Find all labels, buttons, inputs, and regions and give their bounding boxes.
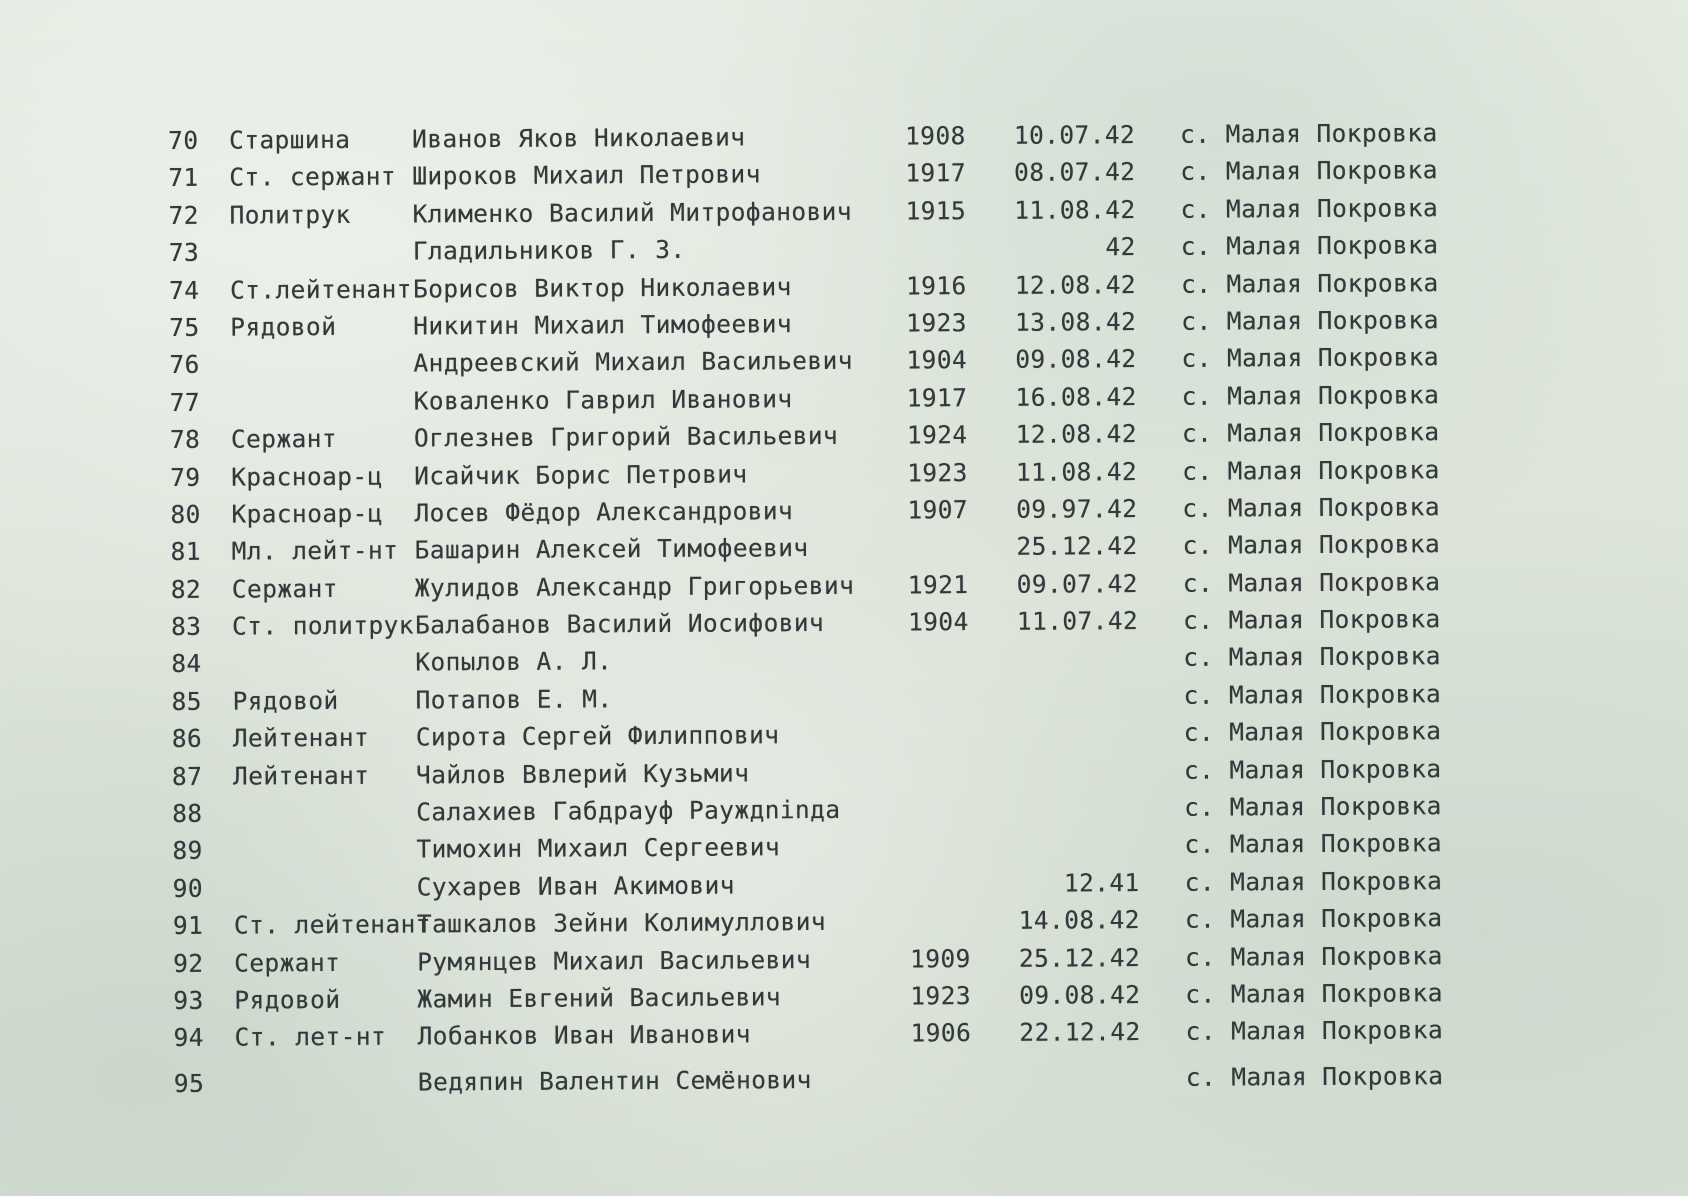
death-date: 11.07.42 bbox=[1016, 606, 1139, 636]
full-name: Румянцев Михаил Васильевич bbox=[417, 944, 812, 977]
death-date: 08.07.42 bbox=[1014, 157, 1136, 188]
burial-place: с. Малая Покровка bbox=[1181, 417, 1440, 448]
full-name: Жулидов Александр Григорьевич bbox=[414, 570, 855, 603]
rank: Ст. лет-нт bbox=[234, 1022, 387, 1052]
death-date: 09.97.42 bbox=[1016, 493, 1138, 524]
death-date bbox=[988, 682, 1138, 683]
birth-year: 1924 bbox=[906, 420, 968, 450]
burial-place: с. Малая Покровка bbox=[1183, 641, 1441, 673]
row-number: 92 bbox=[173, 948, 204, 978]
burial-place: с. Малая Покровка bbox=[1184, 828, 1443, 860]
rank bbox=[231, 387, 421, 388]
birth-year: 1917 bbox=[906, 382, 968, 413]
row-number: 72 bbox=[168, 200, 199, 230]
burial-place: с. Малая Покровка bbox=[1181, 379, 1440, 411]
burial-place: с. Малая Покровка bbox=[1183, 716, 1442, 748]
full-name: Башарин Алексей Тимофеевич bbox=[414, 533, 809, 565]
row-number: 93 bbox=[173, 985, 204, 1015]
death-date: 42 bbox=[1105, 232, 1136, 262]
burial-place: с. Малая Покровка bbox=[1180, 155, 1438, 187]
full-name: Салахиев Габдрауф Рауждninда bbox=[416, 794, 841, 827]
death-date: 10.07.42 bbox=[1013, 120, 1136, 150]
full-name: Исайчик Борис Петрович bbox=[414, 458, 748, 490]
row-number: 70 bbox=[168, 125, 199, 155]
death-date: 09.07.42 bbox=[1016, 568, 1138, 599]
full-name: Гладильников Г. З. bbox=[412, 234, 686, 266]
rank: Рядовой bbox=[230, 311, 337, 342]
row-number: 84 bbox=[171, 649, 202, 679]
full-name: Ташкалов Зейни Колимуллович bbox=[416, 907, 827, 939]
rank bbox=[233, 798, 423, 799]
rank: Старшина bbox=[229, 124, 351, 155]
row-number: 78 bbox=[169, 424, 201, 455]
row-number: 95 bbox=[173, 1069, 205, 1099]
row-number: 85 bbox=[171, 686, 202, 716]
rank: Сержант bbox=[230, 424, 338, 454]
row-number: 71 bbox=[168, 163, 199, 193]
full-name: Коваленко Гаврил Иванович bbox=[413, 383, 793, 416]
birth-year: 1921 bbox=[907, 569, 969, 600]
rank: Политрук bbox=[229, 199, 351, 230]
burial-place: с. Малая Покровка bbox=[1184, 903, 1443, 934]
burial-place: с. Малая Покровка bbox=[1181, 305, 1439, 336]
full-name: Иванов Яков Николаевич bbox=[412, 122, 746, 154]
full-name: Копылов А. Л. bbox=[415, 646, 613, 677]
rank: Рядовой bbox=[234, 984, 341, 1015]
full-name: Сирота Сергей Филиппович bbox=[415, 720, 780, 752]
row-number: 94 bbox=[173, 1023, 204, 1053]
death-date bbox=[991, 1064, 1141, 1065]
full-name: Андреевский Михаил Васильевич bbox=[413, 346, 853, 378]
death-date: 14.08.42 bbox=[1018, 905, 1140, 935]
birth-year: 1907 bbox=[907, 495, 969, 525]
full-name: Клименко Василий Митрофанович bbox=[412, 196, 853, 229]
rank: Мл. лейт-нт bbox=[231, 535, 399, 566]
death-date: 25.12.42 bbox=[1018, 942, 1141, 973]
death-date: 12.41 bbox=[1063, 867, 1140, 898]
full-name: Широков Михаил Петрович bbox=[412, 159, 761, 191]
death-date: 16.08.42 bbox=[1015, 381, 1137, 412]
row-number: 87 bbox=[171, 761, 203, 791]
full-name: Лосев Фёдор Александрович bbox=[414, 496, 794, 528]
row-number: 74 bbox=[168, 275, 200, 305]
burial-place: с. Малая Покровка bbox=[1183, 679, 1442, 710]
birth-year: 1923 bbox=[907, 457, 968, 487]
rank: Красноар-ц bbox=[231, 498, 384, 529]
full-name: Борисов Виктор Николаевич bbox=[412, 271, 792, 304]
row-number: 89 bbox=[172, 836, 203, 866]
birth-year: 1908 bbox=[905, 121, 966, 151]
row-number: 76 bbox=[169, 350, 200, 380]
birth-year: 1923 bbox=[910, 981, 972, 1011]
death-date bbox=[989, 794, 1139, 795]
death-date: 11.08.42 bbox=[1014, 194, 1136, 225]
full-name: Лобанков Иван Иванович bbox=[417, 1019, 751, 1051]
row-number: 88 bbox=[172, 798, 203, 828]
rank: Рядовой bbox=[232, 685, 339, 716]
birth-year: 1904 bbox=[906, 345, 968, 375]
full-name: Чайлов Ввлерий Кузьмич bbox=[415, 758, 750, 790]
death-date bbox=[989, 831, 1139, 832]
burial-place: с. Малая Покровка bbox=[1185, 940, 1443, 972]
full-name: Потапов Е. М. bbox=[415, 684, 613, 715]
birth-year: 1906 bbox=[910, 1018, 972, 1048]
burial-place: с. Малая Покровка bbox=[1182, 492, 1441, 523]
full-name: Сухарев Иван Акимович bbox=[416, 870, 735, 902]
death-date: 22.12.42 bbox=[1019, 1017, 1141, 1048]
row-number: 90 bbox=[172, 873, 204, 903]
birth-year: 1917 bbox=[905, 158, 967, 188]
birth-year: 1916 bbox=[905, 270, 967, 301]
burial-place: с. Малая Покровка bbox=[1180, 267, 1439, 299]
full-name: Жамин Евгений Васильевич bbox=[417, 982, 782, 1014]
death-date bbox=[988, 645, 1138, 646]
row-number: 81 bbox=[170, 537, 202, 567]
row-number: 86 bbox=[171, 724, 203, 754]
rank bbox=[235, 1069, 425, 1070]
burial-place: с. Малая Покровка bbox=[1182, 454, 1440, 486]
death-date bbox=[989, 719, 1139, 720]
rank bbox=[230, 350, 420, 351]
row-number: 82 bbox=[170, 574, 202, 604]
burial-place: с. Малая Покровка bbox=[1184, 866, 1443, 897]
rank bbox=[232, 649, 422, 650]
death-date: 25.12.42 bbox=[1016, 531, 1138, 562]
burial-place: с. Малая Покровка bbox=[1185, 1061, 1444, 1093]
rank: Ст. лейтенант bbox=[233, 909, 431, 940]
birth-year: 1904 bbox=[907, 607, 969, 637]
rank: Сержант bbox=[231, 573, 339, 604]
rank: Ст. политрук bbox=[231, 610, 414, 641]
row-number: 73 bbox=[168, 237, 200, 268]
burial-place: с. Малая Покровка bbox=[1182, 566, 1441, 598]
rank: Лейтенант bbox=[232, 760, 370, 791]
full-name: Никитин Михаил Тимофеевич bbox=[413, 309, 793, 341]
row-number: 79 bbox=[170, 462, 201, 492]
burial-place: с. Малая Покровка bbox=[1184, 791, 1442, 822]
death-date: 11.08.42 bbox=[1015, 456, 1138, 487]
rank: Сержант bbox=[234, 947, 341, 978]
rank: Лейтенант bbox=[232, 723, 370, 753]
burial-list bbox=[0, 112, 1688, 1103]
rank: Красноар-ц bbox=[231, 461, 383, 492]
burial-place: с. Малая Покровка bbox=[1182, 529, 1441, 561]
burial-place: с. Малая Покровка bbox=[1183, 753, 1442, 785]
death-date bbox=[989, 757, 1139, 758]
burial-place: с. Малая Покровка bbox=[1182, 604, 1441, 635]
full-name: Балабанов Василий Иосифович bbox=[414, 608, 825, 640]
death-date: 13.08.42 bbox=[1014, 307, 1137, 337]
rank bbox=[234, 873, 424, 874]
birth-year: 1915 bbox=[905, 195, 967, 226]
rank bbox=[230, 238, 420, 239]
burial-place: с. Малая Покровка bbox=[1181, 342, 1440, 374]
row-number: 80 bbox=[170, 499, 201, 529]
death-date: 09.08.42 bbox=[1019, 980, 1141, 1010]
rank: Ст.лейтенант bbox=[229, 274, 412, 305]
death-date: 12.08.42 bbox=[1014, 269, 1137, 300]
full-name: Тимохин Михаил Сергеевич bbox=[416, 832, 781, 864]
burial-place: с. Малая Покровка bbox=[1185, 1015, 1444, 1047]
death-date: 12.08.42 bbox=[1015, 419, 1138, 449]
full-name: Ведяпин Валентин Семёнович bbox=[417, 1065, 812, 1097]
death-date: 09.08.42 bbox=[1015, 344, 1137, 375]
burial-place: с. Малая Покровка bbox=[1185, 978, 1443, 1009]
row-number: 83 bbox=[170, 611, 202, 642]
rank bbox=[233, 836, 423, 837]
full-name: Оглезнев Григорий Васильевич bbox=[413, 421, 839, 453]
row-number: 91 bbox=[172, 910, 204, 941]
row-number: 75 bbox=[169, 312, 200, 342]
rank: Ст. сержант bbox=[229, 161, 397, 192]
burial-place: с. Малая Покровка bbox=[1180, 118, 1438, 149]
burial-place: с. Малая Покровка bbox=[1180, 192, 1439, 224]
burial-place: с. Малая Покровка bbox=[1180, 230, 1439, 261]
birth-year: 1923 bbox=[906, 308, 967, 338]
birth-year: 1909 bbox=[910, 943, 971, 974]
row-number: 77 bbox=[169, 387, 201, 417]
